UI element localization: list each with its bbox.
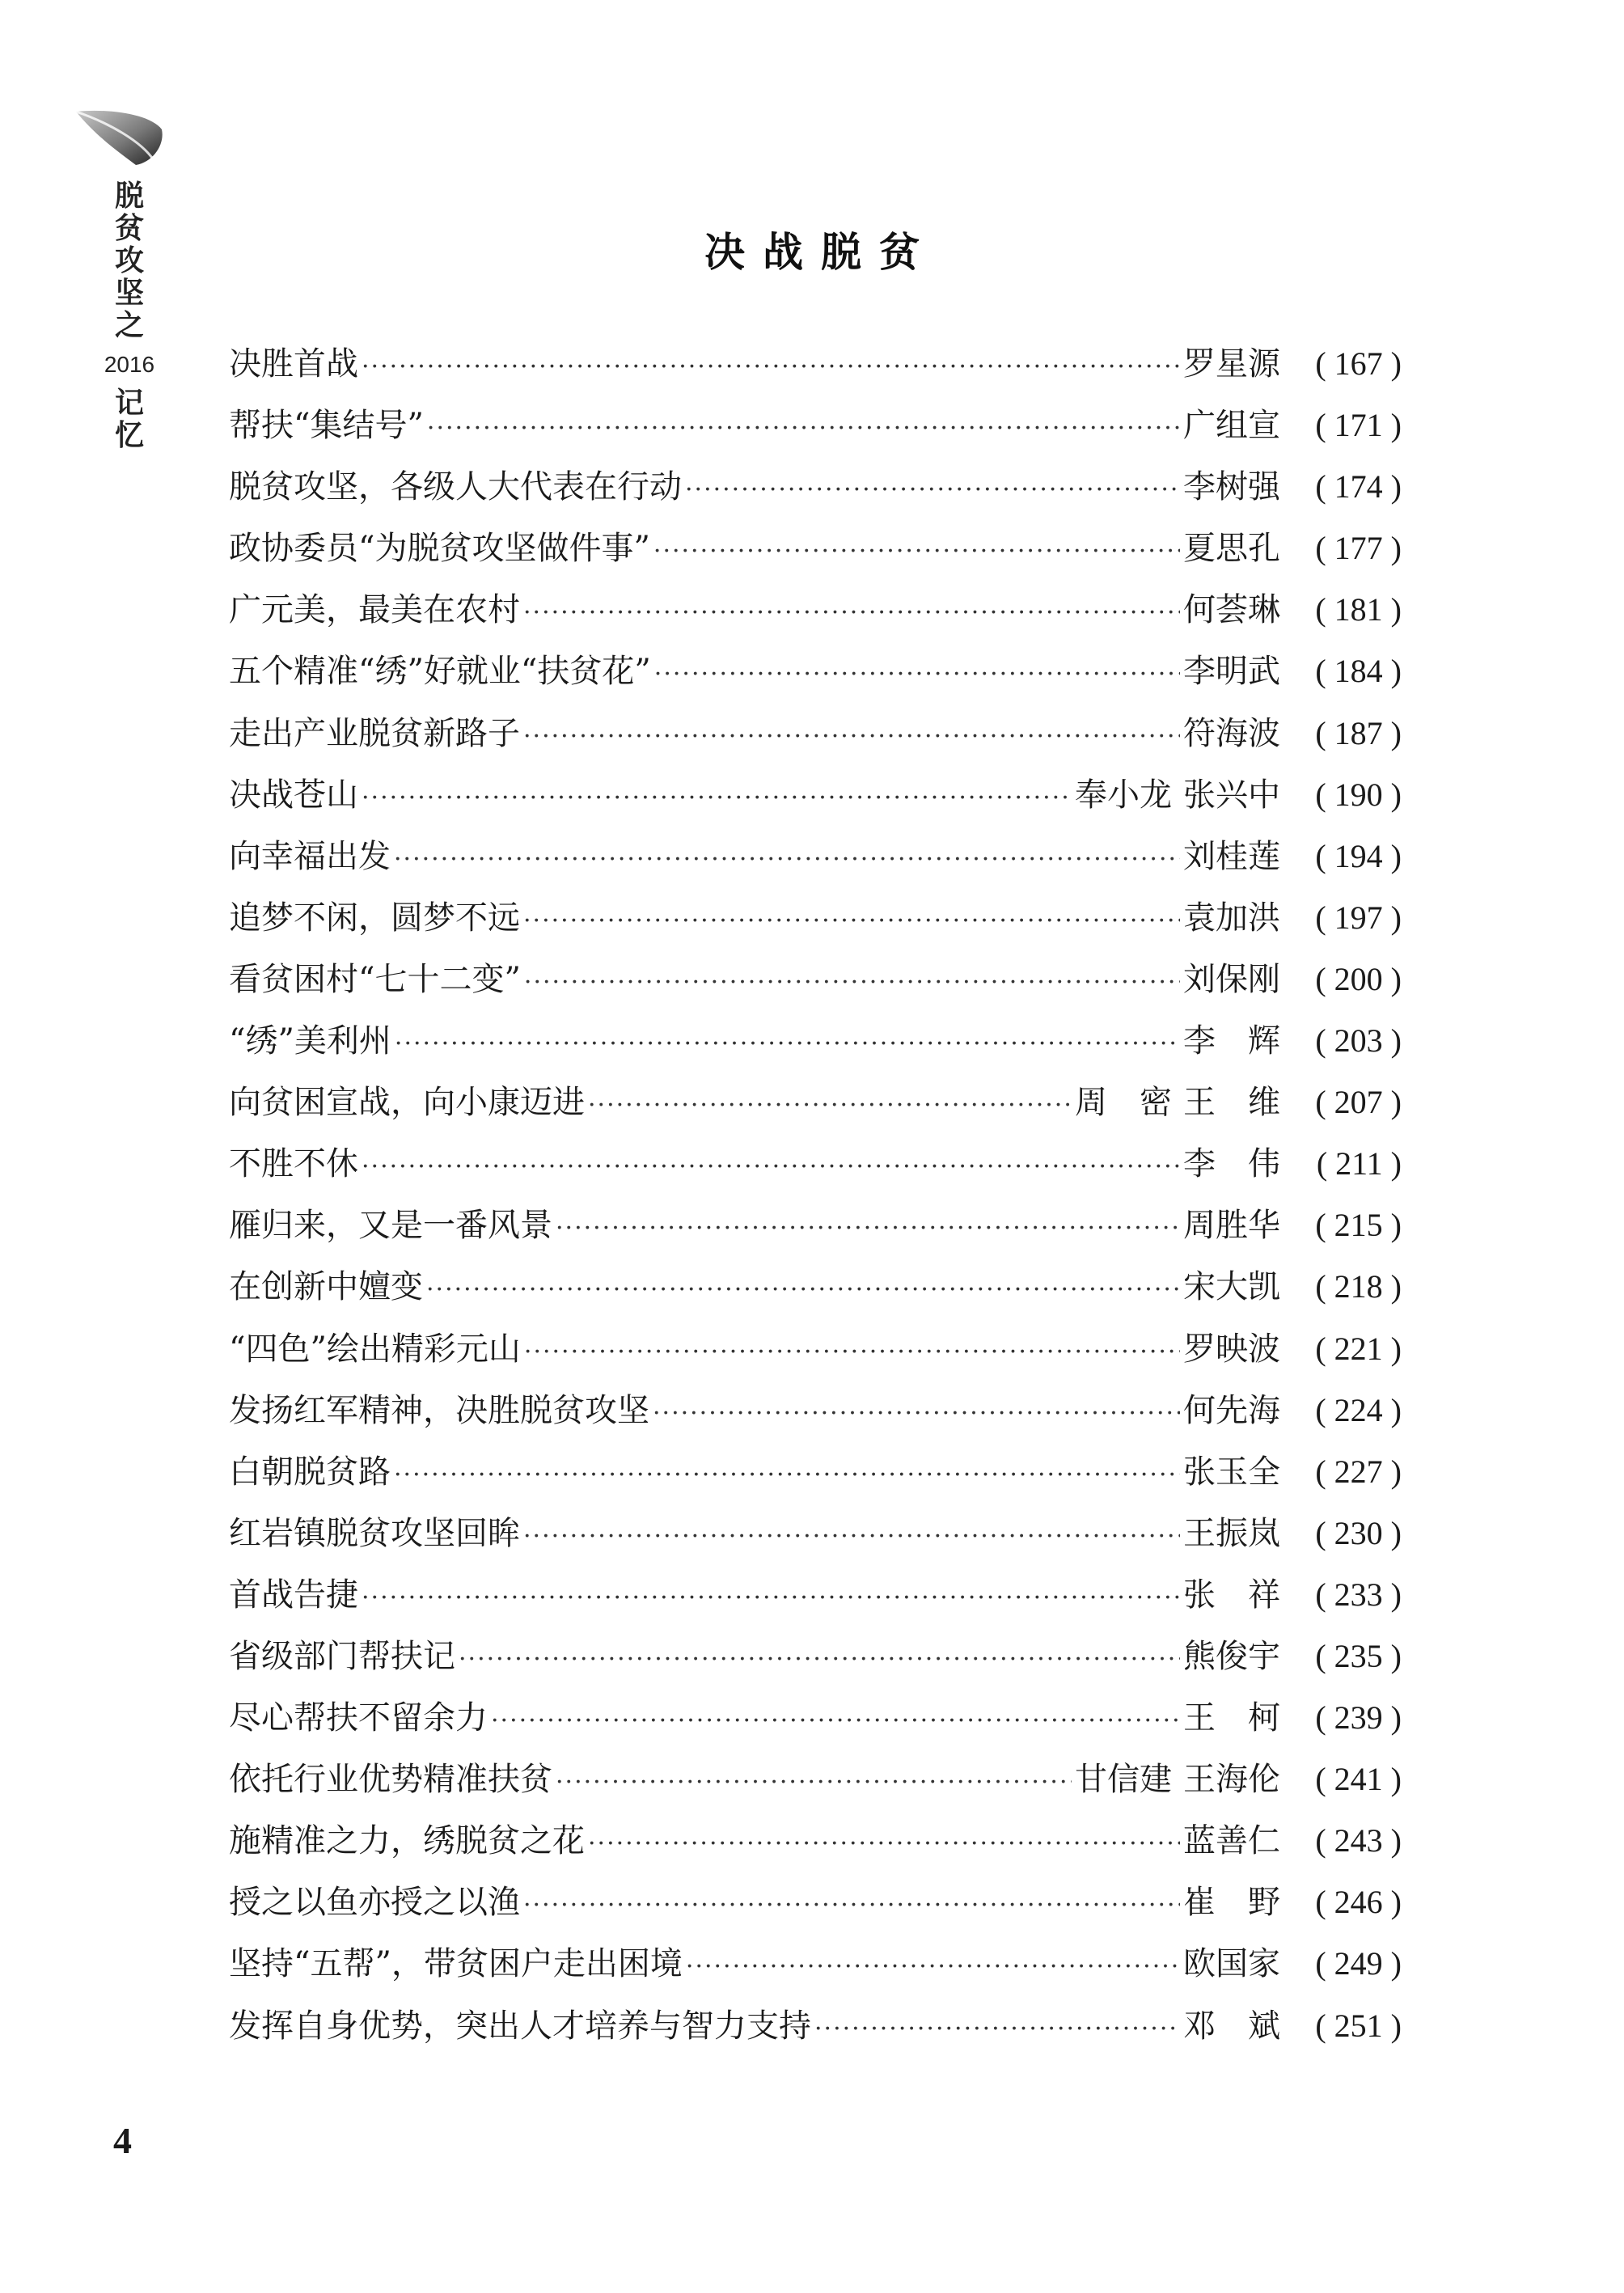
toc-entry-page: ( 177 ): [1315, 530, 1402, 567]
toc-entry-title: 发扬红军精神，决胜脱贫攻坚: [229, 1391, 649, 1429]
toc-entry[interactable]: [229, 1015, 1402, 1077]
toc-entry[interactable]: [229, 1323, 1402, 1385]
side-title-char: 之: [114, 308, 144, 342]
toc-entry[interactable]: [229, 1569, 1402, 1631]
toc-entry-page: ( 224 ): [1315, 1391, 1402, 1428]
table-of-contents: [229, 338, 1402, 2062]
toc-entry-author: 崔 野: [1183, 1884, 1280, 1922]
toc-entry-title: 红岩镇脱贫攻坚回眸: [229, 1514, 520, 1552]
toc-entry-page: ( 233 ): [1315, 1576, 1402, 1613]
toc-entry-title: 帮扶“集结号”: [229, 407, 424, 445]
toc-entry-author: 罗星源: [1183, 345, 1280, 383]
toc-entry-title: “绣”美利州: [229, 1022, 391, 1060]
toc-entry-title: 施精准之力，绣脱贫之花: [229, 1822, 585, 1860]
toc-entry[interactable]: [229, 892, 1402, 954]
toc-entry-page: ( 218 ): [1315, 1268, 1402, 1305]
toc-entry-page: ( 200 ): [1315, 960, 1402, 997]
toc-entry-page: ( 227 ): [1315, 1453, 1402, 1490]
toc-entry-author: 王海伦: [1183, 1761, 1280, 1799]
toc-entry-page: ( 207 ): [1315, 1084, 1402, 1121]
toc-entry[interactable]: [229, 1815, 1402, 1876]
toc-leader-dots: [362, 1584, 1180, 1612]
leaf-logo-icon: [73, 105, 166, 168]
toc-entry-page: ( 171 ): [1315, 407, 1402, 444]
side-title-char: 攻: [114, 243, 144, 277]
toc-entry[interactable]: [229, 2000, 1402, 2062]
toc-entry-author: 张兴中: [1183, 776, 1280, 814]
toc-entry-title: 五个精准“绣”好就业“扶贫花”: [229, 653, 651, 691]
toc-leader-dots: [653, 537, 1180, 565]
toc-entry[interactable]: [229, 1876, 1402, 1938]
toc-leader-dots: [556, 1768, 1072, 1796]
toc-entry-author: 广组宣: [1183, 407, 1280, 445]
toc-entry-title: 追梦不闲，圆梦不远: [229, 899, 520, 937]
toc-entry-author: 刘桂莲: [1183, 837, 1280, 875]
toc-entry-title: 在创新中嬗变: [229, 1268, 423, 1306]
toc-entry-author: 蓝善仁: [1183, 1822, 1280, 1860]
toc-entry-author: 刘保刚: [1183, 960, 1280, 998]
toc-leader-dots: [524, 968, 1180, 996]
toc-entry-page: ( 190 ): [1315, 776, 1402, 813]
toc-entry-title: 不胜不休: [229, 1145, 358, 1183]
toc-entry[interactable]: [229, 1138, 1402, 1199]
toc-entry[interactable]: [229, 461, 1402, 522]
toc-entry-author: 甘信建: [1075, 1761, 1172, 1799]
toc-entry-title: 首战告捷: [229, 1576, 358, 1614]
toc-leader-dots: [523, 1891, 1180, 1919]
toc-entry[interactable]: [229, 1261, 1402, 1322]
toc-entry-author: 周 密: [1075, 1084, 1172, 1122]
toc-leader-dots: [685, 476, 1180, 504]
toc-entry[interactable]: [229, 954, 1402, 1015]
toc-entry-author: 邓 斌: [1183, 2007, 1280, 2045]
toc-entry-author: 张 祥: [1183, 1576, 1280, 1614]
toc-entry-author: 王振岚: [1183, 1514, 1280, 1552]
toc-entry-author: 何先海: [1183, 1391, 1280, 1429]
toc-entry-author: 罗映波: [1183, 1330, 1280, 1368]
toc-entry-title: 脱贫攻坚，各级人大代表在行动: [229, 468, 682, 506]
toc-entry[interactable]: [229, 1631, 1402, 1692]
toc-leader-dots: [523, 722, 1180, 751]
toc-entry[interactable]: [229, 645, 1402, 707]
toc-entry-page: ( 194 ): [1315, 837, 1402, 874]
toc-entry-author: 熊俊宇: [1183, 1637, 1280, 1675]
toc-entry-title: 政协委员“为脱贫攻坚做件事”: [229, 530, 650, 568]
toc-leader-dots: [654, 660, 1180, 688]
toc-entry-title: 尽心帮扶不留余力: [229, 1699, 488, 1737]
toc-entry-page: ( 215 ): [1315, 1207, 1402, 1244]
side-title-char: 坚: [114, 276, 144, 310]
toc-leader-dots: [653, 1399, 1180, 1428]
toc-entry-author: 欧国家: [1183, 1945, 1280, 1983]
toc-entry[interactable]: [229, 1446, 1402, 1508]
toc-entry-title: 雁归来，又是一番风景: [229, 1207, 552, 1245]
toc-entry-page: ( 174 ): [1315, 468, 1402, 506]
toc-entry-author: 李树强: [1183, 468, 1280, 506]
toc-leader-dots: [556, 1214, 1180, 1242]
toc-entry-author: 李 伟: [1183, 1145, 1280, 1183]
toc-entry[interactable]: [229, 708, 1402, 769]
toc-entry-page: ( 167 ): [1315, 345, 1402, 382]
side-title-char: 记: [114, 386, 144, 420]
toc-entry-title: 决胜首战: [229, 345, 358, 383]
toc-leader-dots: [362, 1153, 1180, 1181]
toc-entry-title: 看贫困村“七十二变”: [229, 960, 521, 998]
toc-entry-page: ( 241 ): [1315, 1761, 1402, 1798]
toc-entry[interactable]: [229, 1077, 1402, 1138]
page-number: 4: [113, 2120, 132, 2161]
side-title-year: 2016: [104, 352, 155, 377]
toc-entry-title: 依托行业优势精准扶贫: [229, 1761, 552, 1799]
toc-leader-dots: [394, 1461, 1180, 1489]
toc-leader-dots: [523, 1522, 1180, 1551]
toc-entry-page: ( 235 ): [1315, 1637, 1402, 1674]
toc-entry-author: 奉小龙: [1075, 776, 1172, 814]
toc-entry[interactable]: [229, 522, 1402, 584]
toc-entry[interactable]: [229, 1199, 1402, 1261]
toc-entry[interactable]: [229, 1754, 1402, 1815]
toc-entry[interactable]: [229, 584, 1402, 645]
toc-leader-dots: [426, 1276, 1180, 1304]
toc-entry-title: 授之以鱼亦授之以渔: [229, 1884, 520, 1922]
toc-entry[interactable]: [229, 831, 1402, 892]
toc-leader-dots: [362, 353, 1180, 381]
toc-entry-author: 宋大凯: [1183, 1268, 1280, 1306]
toc-entry[interactable]: [229, 1692, 1402, 1754]
toc-entry-author: 周胜华: [1183, 1207, 1280, 1245]
toc-entry-author: 李明武: [1183, 653, 1280, 691]
section-title: 决战脱贫: [704, 228, 937, 276]
toc-entry[interactable]: [229, 1385, 1402, 1446]
toc-entry-title: 广元美，最美在农村: [229, 591, 520, 629]
toc-entry[interactable]: [229, 769, 1402, 831]
toc-leader-dots: [427, 414, 1180, 442]
toc-entry-title: 省级部门帮扶记: [229, 1637, 455, 1675]
toc-entry-page: ( 230 ): [1315, 1514, 1402, 1551]
toc-leader-dots: [814, 2015, 1180, 2043]
side-title-char: 贫: [114, 211, 144, 245]
toc-entry-page: ( 181 ): [1315, 591, 1402, 628]
toc-entry-author: 王 柯: [1183, 1699, 1280, 1737]
toc-entry-author: 夏思孔: [1183, 530, 1280, 568]
toc-leader-dots: [523, 907, 1180, 935]
side-title-char: 脱: [114, 179, 144, 213]
toc-entry-author: 何荟琳: [1183, 591, 1280, 629]
toc-leader-dots: [394, 845, 1180, 874]
toc-entry-author: 张玉全: [1183, 1453, 1280, 1491]
toc-entry-author: 袁加洪: [1183, 899, 1280, 937]
toc-entry-page: ( 187 ): [1315, 714, 1402, 751]
toc-leader-dots: [524, 1338, 1180, 1366]
toc-leader-dots: [491, 1707, 1180, 1735]
toc-entry-title: 白朝脱贫路: [229, 1453, 391, 1491]
toc-leader-dots: [686, 1952, 1180, 1981]
toc-entry-title: 坚持“五帮”，带贫困户走出困境: [229, 1945, 683, 1983]
side-title-char: 忆: [114, 418, 144, 452]
toc-leader-dots: [523, 599, 1180, 627]
toc-entry[interactable]: [229, 400, 1402, 461]
toc-entry-page: ( 249 ): [1315, 1945, 1402, 1982]
toc-entry-title: 走出产业脱贫新路子: [229, 714, 520, 752]
toc-entry-page: ( 221 ): [1315, 1330, 1402, 1367]
toc-entry-page: ( 243 ): [1315, 1822, 1402, 1859]
toc-entry-title: “四色”绘出精彩元山: [229, 1330, 521, 1368]
toc-entry-page: ( 184 ): [1315, 653, 1402, 690]
toc-entry-page: ( 211 ): [1316, 1145, 1402, 1182]
toc-leader-dots: [362, 784, 1072, 812]
toc-entry-title: 向贫困宣战，向小康迈进: [229, 1084, 585, 1122]
toc-entry[interactable]: [229, 1508, 1402, 1569]
toc-entry-title: 发挥自身优势，突出人才培养与智力支持: [229, 2007, 811, 2045]
toc-entry-author: 李 辉: [1183, 1022, 1280, 1060]
toc-leader-dots: [588, 1091, 1072, 1119]
toc-entry-author: 符海波: [1183, 714, 1280, 752]
toc-entry-page: ( 203 ): [1315, 1022, 1402, 1060]
toc-entry-page: ( 251 ): [1315, 2007, 1402, 2044]
toc-entry-author: 王 维: [1183, 1084, 1280, 1122]
toc-leader-dots: [588, 1830, 1180, 1858]
toc-entry-title: 决战苍山: [229, 776, 358, 814]
toc-entry-page: ( 197 ): [1315, 899, 1402, 936]
toc-entry-page: ( 239 ): [1315, 1699, 1402, 1737]
toc-entry[interactable]: [229, 1938, 1402, 1999]
toc-leader-dots: [395, 1030, 1180, 1058]
toc-leader-dots: [459, 1645, 1180, 1673]
toc-entry-title: 向幸福出发: [229, 837, 391, 875]
toc-entry[interactable]: [229, 338, 1402, 400]
toc-entry-page: ( 246 ): [1315, 1884, 1402, 1921]
